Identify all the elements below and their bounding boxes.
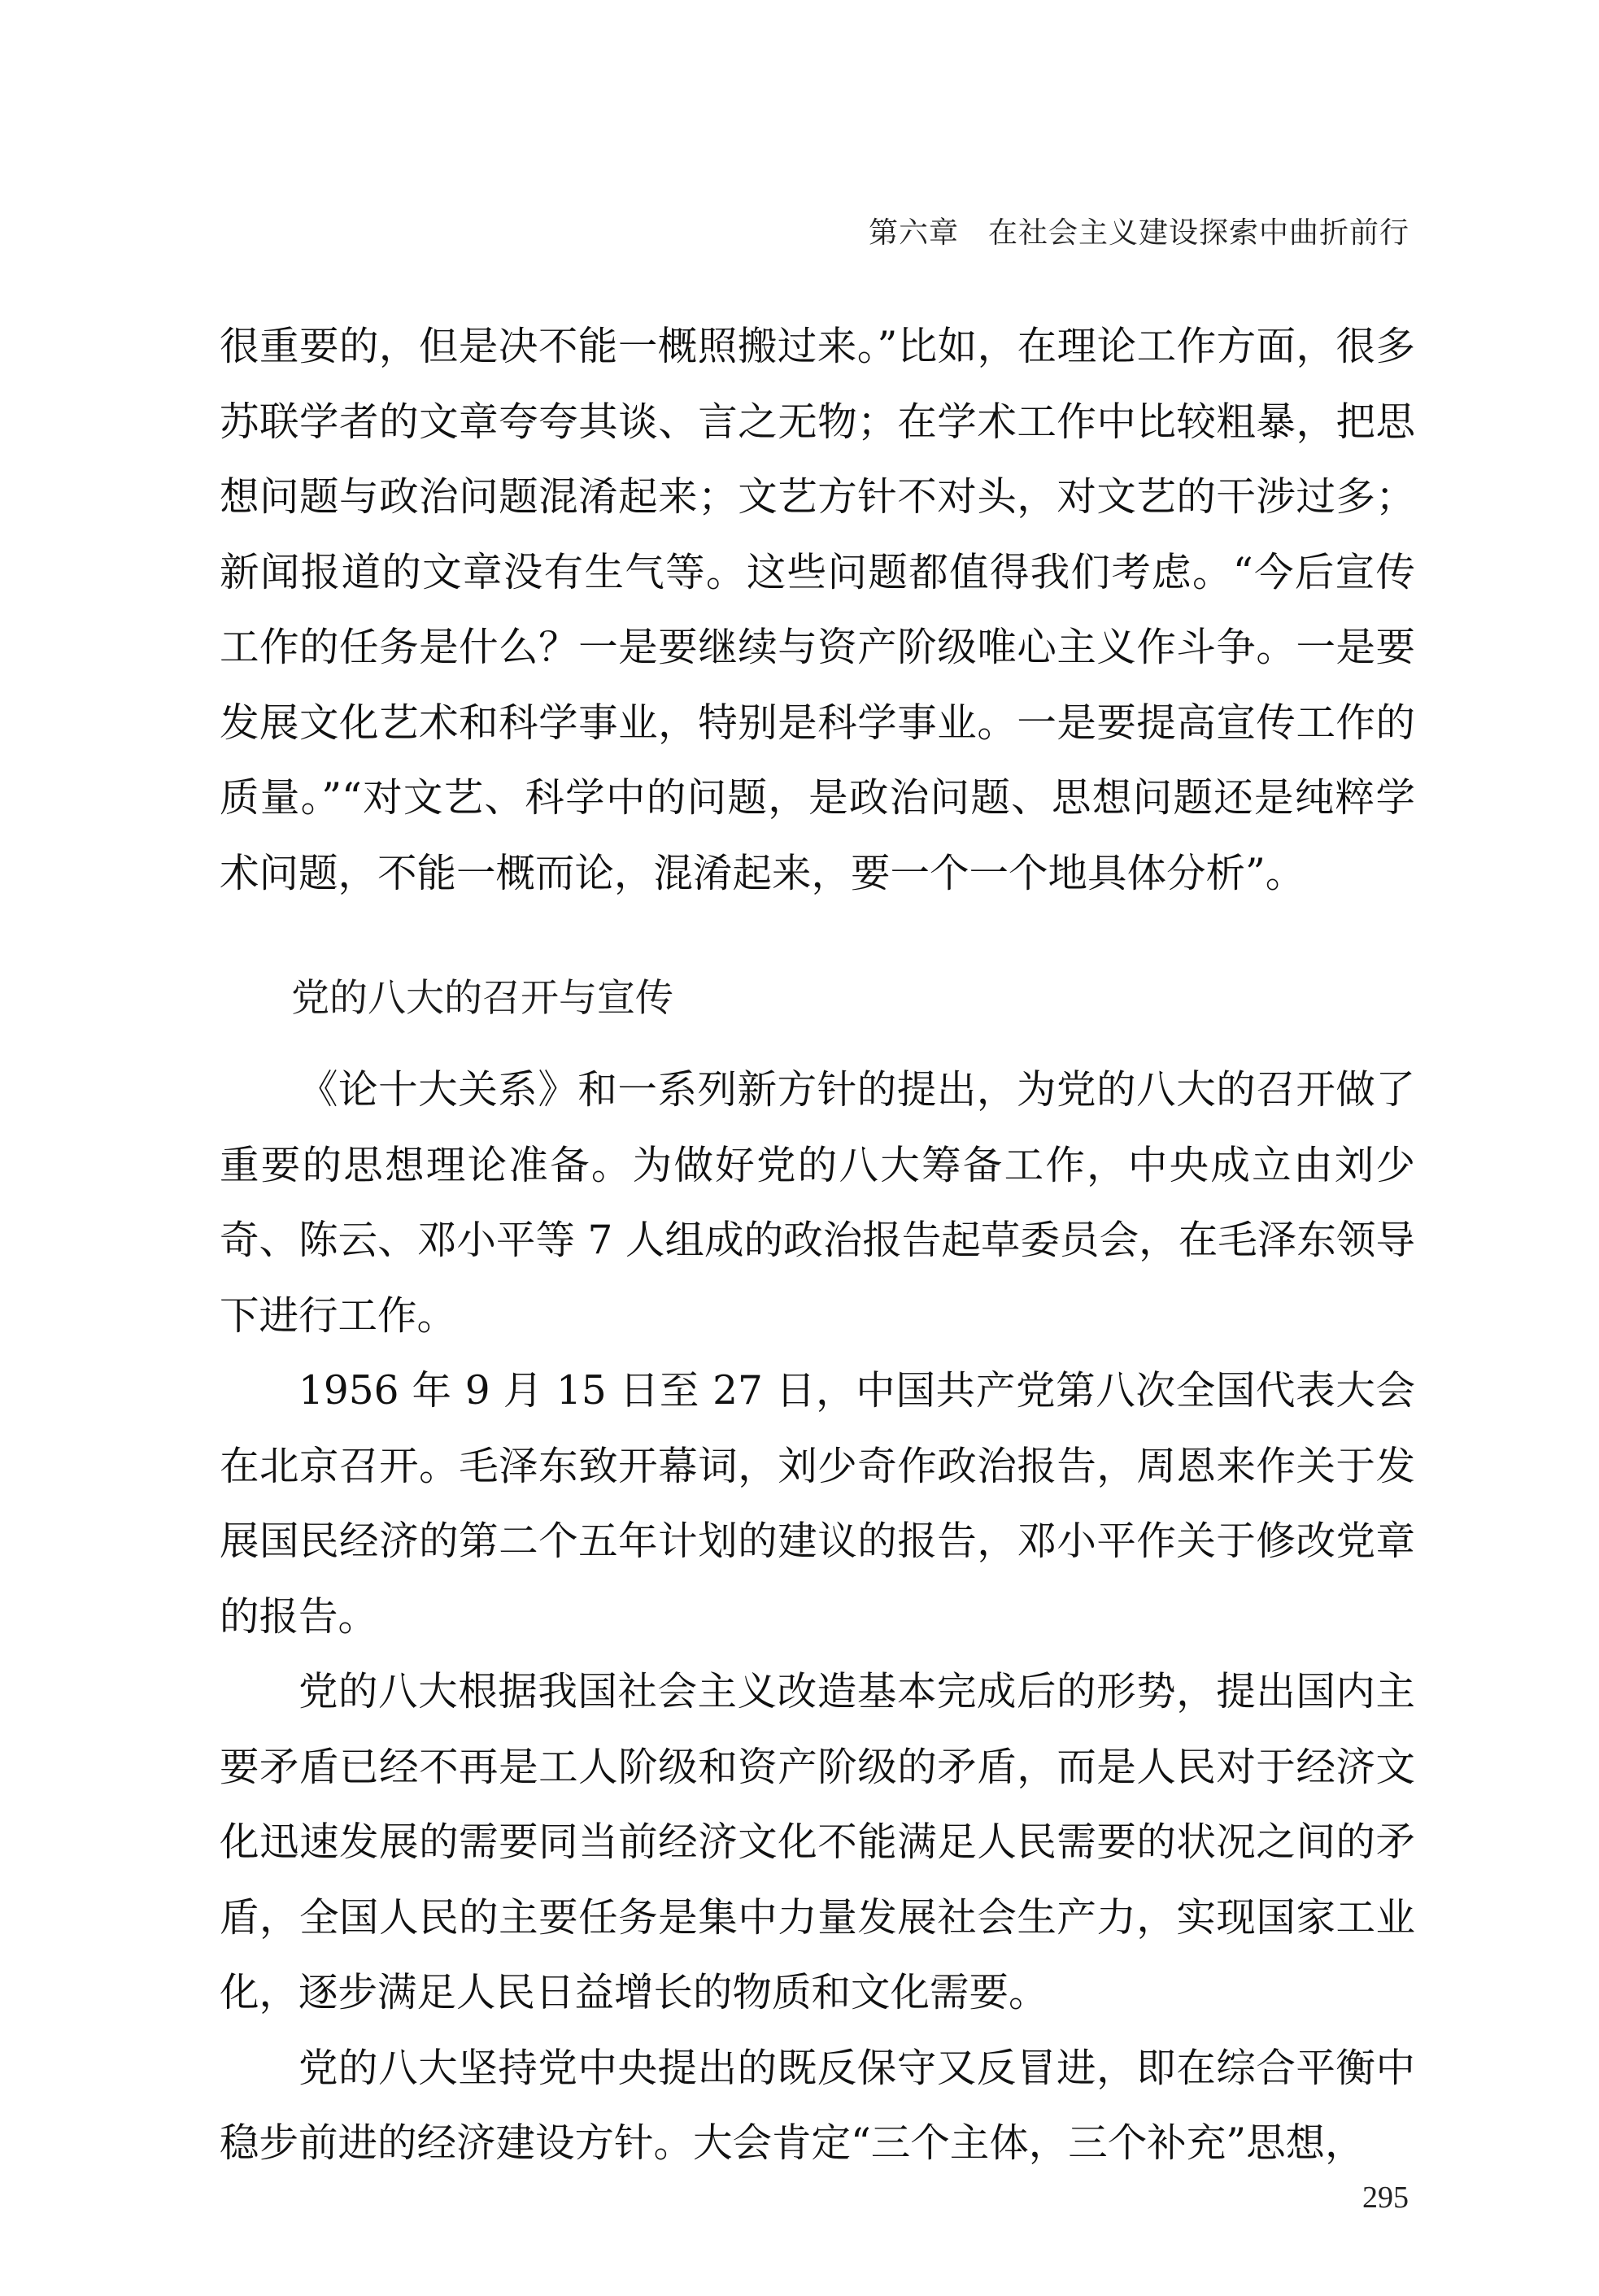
section-paragraph-3: 党的八大根据我国社会主义改造基本完成后的形势，提出国内主要矛盾已经不再是工人阶级和资产阶级的矛盾，而是人民对于经济文化迅速发展的需要同当前经济文化不能满足人民需要的状况之间的矛盾，全国人民的主要任务是集中力量发展社会生产力，实现国家工业化，逐步满足人民日益增长的物质和文化需要。: [220, 1669, 1415, 2015]
paragraph-continued: 很重要的，但是决不能一概照搬过来。”比如，在理论工作方面，很多苏联学者的文章夸夸其谈、言之无物；在学术工作中比较粗暴，把思想问题与政治问题混淆起来；文艺方针不对头，对文艺的干涉过多；新闻报道的文章没有生气等。这些问题都值得我们考虑。“今后宣传工作的任务是什么？一是要继续与资产阶级唯心主义作斗争。一是要发展文化艺术和科学事业，特别是科学事业。一是要提高宣传工作的质量。”“对文艺、科学中的问题，是政治问题、思想问题还是纯粹学术问题，不能一概而论，混淆起来，要一个一个地具体分析”。: [220, 324, 1415, 896]
running-header: [869, 210, 1409, 251]
section-paragraph-1: 《论十大关系》和一系列新方针的提出，为党的八大的召开做了重要的思想理论准备。为做好党的八大筹备工作，中央成立由刘少奇、陈云、邓小平等 7 人组成的政治报告起草委员会，在毛泽东领导下进行工作。: [220, 1067, 1415, 1339]
chapter-number: 第六章: [868, 216, 959, 250]
section-paragraph-4: 党的八大坚持党中央提出的既反保守又反冒进，即在综合平衡中稳步前进的经济建设方针。大会肯定“三个主体，三个补充”思想，: [220, 2045, 1415, 2166]
page-body: [220, 309, 1415, 2181]
chapter-title: 在社会主义建设探索中曲折前行: [987, 216, 1409, 250]
section-title: 党的八大的召开与宣传: [291, 976, 673, 1021]
page-number: 295: [1362, 2181, 1409, 2215]
section-paragraph-2: 1956 年 9 月 15 日至 27 日，中国共产党第八次全国代表大会在北京召开。毛泽东致开幕词，刘少奇作政治报告，周恩来作关于发展国民经济的第二个五年计划的建议的报告，邓小平作关于修改党章的报告。: [220, 1368, 1415, 1640]
